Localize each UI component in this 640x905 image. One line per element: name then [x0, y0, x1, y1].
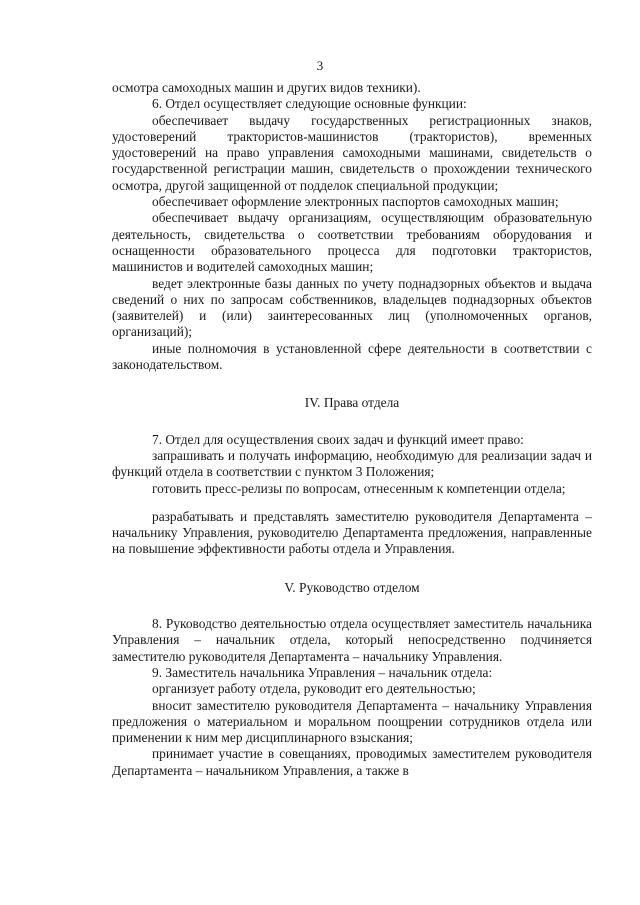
- section-heading: V. Руководство отделом: [284, 579, 420, 595]
- document-body: [112, 80, 592, 779]
- paragraph: обеспечивает оформление электронных паспортов самоходных машин;: [152, 194, 559, 210]
- paragraph: обеспечивает выдачу государственных регистрационных знаков, удостоверений трактористов-машинистов (трактористов), временных удостоверений на право управления самоходными машинами, свидетельств о государственной регистрации машин, свидетельств о прохождении технического осмотра, другой защищенной от подделок специальной продукции;: [112, 112, 592, 193]
- paragraph: ведет электронные базы данных по учету поднадзорных объектов и выдача сведений о них по запросам собственников, владельцев поднадзорных объектов (заявителей) и (или) заинтересованных лиц (уполномоченных органов, организаций);: [112, 275, 592, 340]
- page-number: 3: [316, 58, 324, 73]
- paragraph: 6. Отдел осуществляет следующие основные функции:: [152, 96, 467, 112]
- paragraph: 8. Руководство деятельностью отдела осуществляет заместитель начальника Управления – начальник отдела, который непосредственно подчиняется заместителю руководителя Департамента – начальнику Управления.: [112, 616, 592, 664]
- paragraph: вносит заместителю руководителя Департамента – начальнику Управления предложения о материальном и моральном поощрении сотрудников отдела или применении к ним мер дисциплинарного взыскания;: [112, 697, 592, 746]
- paragraph: 9. Заместитель начальника Управления – начальник отдела:: [152, 664, 493, 680]
- paragraph: организует работу отдела, руководит его деятельностью;: [152, 681, 476, 697]
- section-heading: IV. Права отдела: [304, 395, 400, 411]
- paragraph: запрашивать и получать информацию, необходимую для реализации задач и функций отдела в соответствии с пунктом 3 Положения;: [112, 447, 592, 480]
- paragraph: принимает участие в совещаниях, проводимых заместителем руководителя Департамента – начальником Управления, а также в: [112, 746, 592, 778]
- paragraph: обеспечивает выдачу организациям, осуществляющим образовательную деятельность, свидетельства о соответствии требованиям оборудования и оснащенности образовательного процесса для подготовки трактористов, машинистов и водителей самоходных машин;: [112, 210, 592, 275]
- paragraph: разрабатывать и представлять заместителю руководителя Департамента – начальнику Управления, руководителю Департамента предложения, направленные на повышение эффективности работы отдела и Управления.: [112, 508, 592, 557]
- paragraph: 7. Отдел для осуществления своих задач и функций имеет право:: [152, 431, 524, 447]
- paragraph: иные полномочия в установленной сфере деятельности в соответствии с законодательством.: [112, 340, 592, 373]
- paragraph: готовить пресс-релизы по вопросам, отнесенным к компетенции отдела;: [152, 480, 566, 496]
- paragraph: осмотра самоходных машин и других видов техники).: [112, 80, 421, 95]
